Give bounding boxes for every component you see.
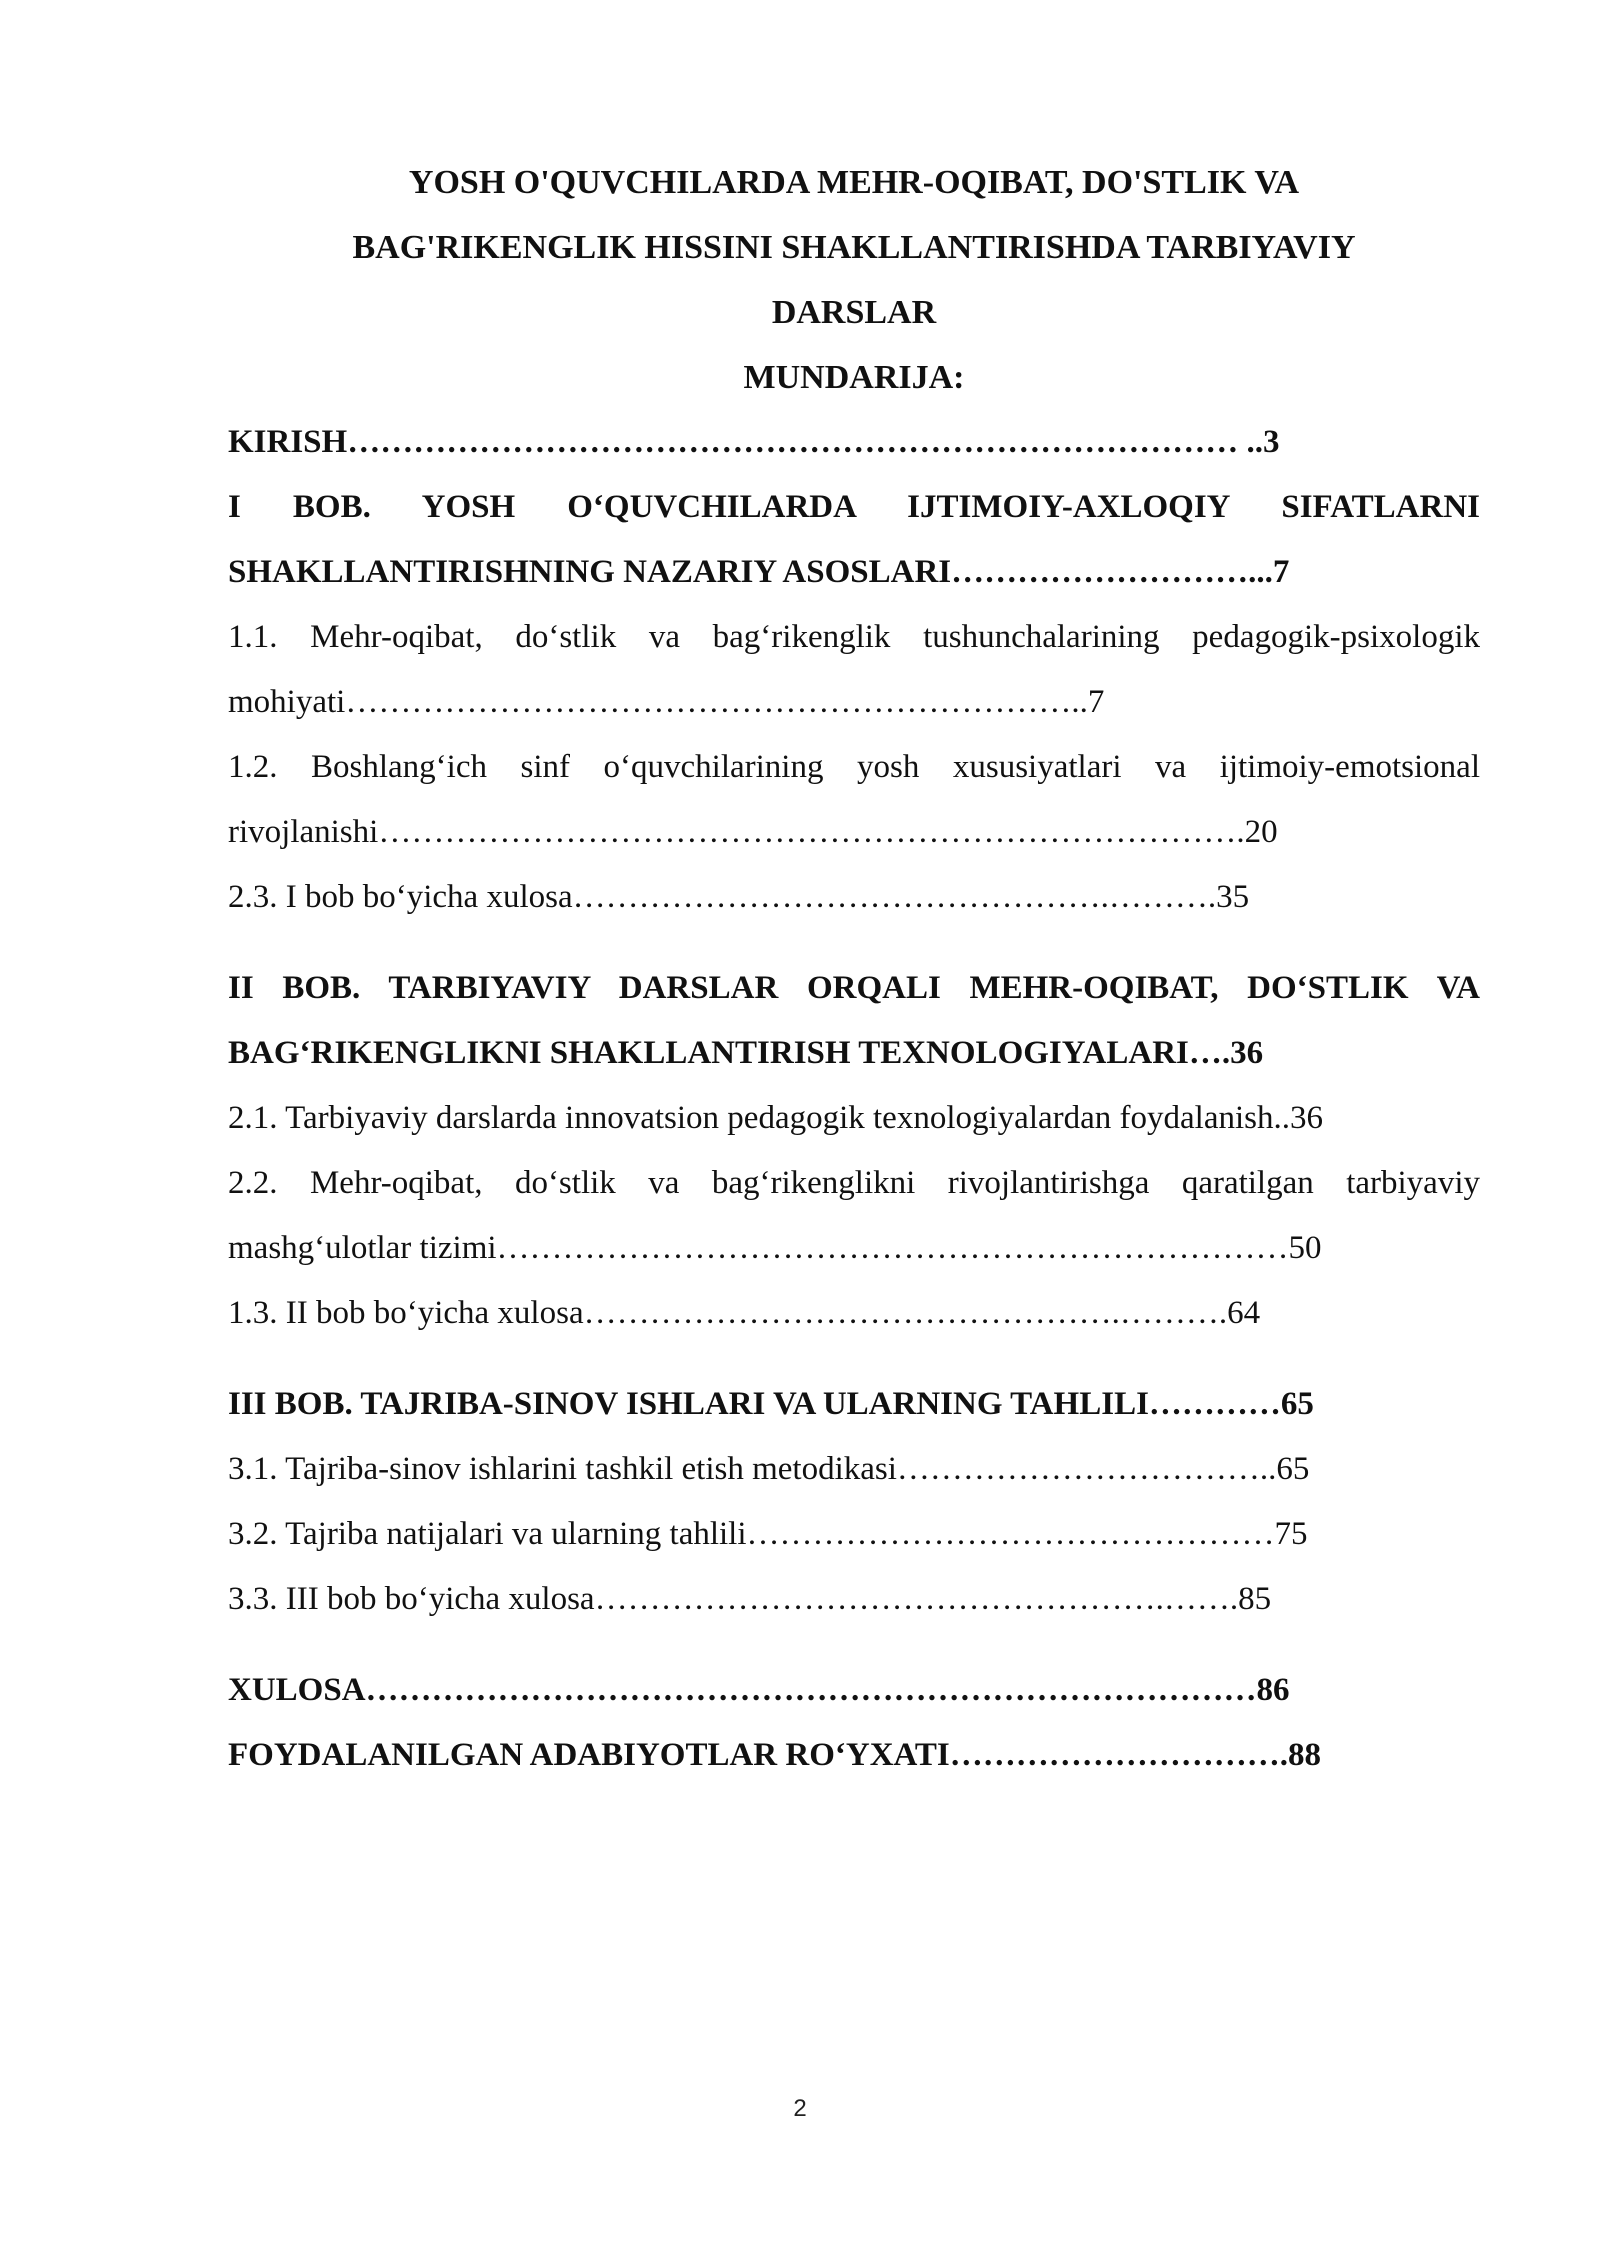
toc-entry-conclusion: XULOSA………………………………………………………………………86 — [228, 1672, 1290, 1708]
document-title-line-1: YOSH O'QUVCHILARDA MEHR-OQIBAT, DO'STLIK VA — [408, 164, 1300, 201]
toc-entry-section-3-1: 3.1. Tajriba-sinov ishlarini tashkil etish metodikasi……………………………..65 — [228, 1451, 1310, 1487]
toc-entry-section-2-1: 2.1. Tarbiyaviy darslarda innovatsion pedagogik texnologiyalardan foydalanish..36 — [228, 1100, 1323, 1136]
document-title-line-3: DARSLAR — [771, 294, 937, 331]
toc-entry-chapter-3-conclusion: 3.3. III bob bo‘yicha xulosa…………………………………………….…….85 — [228, 1581, 1272, 1617]
toc-entry-chapter-2-conclusion: 1.3. II bob bo‘yicha xulosa………………………………………….……….64 — [228, 1295, 1261, 1331]
contents-heading: MUNDARIJA: — [743, 359, 965, 396]
toc-entry-references: FOYDALANILGAN ADABIYOTLAR RO‘YXATI………………………….88 — [228, 1737, 1322, 1773]
toc-entry-section-3-2: 3.2. Tajriba natijalari va ularning tahlili…………………………………………75 — [228, 1516, 1308, 1552]
toc-entry-introduction: KIRISH……………………………………………………………………… ..3 — [228, 424, 1280, 460]
toc-entry-chapter-1: I BOB. YOSH O‘QUVCHILARDA IJTIMOIY-AXLOQIY SIFATLARNI SHAKLLANTIRISHNING NAZARIY ASOSLARI………………………...7 — [228, 489, 1480, 590]
toc-entry-section-1-2: 1.2. Boshlang‘ich sinf o‘quvchilarining yosh xususiyatlari va ijtimoiy-emotsional rivojlanishi…………………………………………………………………….20 — [228, 749, 1480, 850]
toc-entry-chapter-2: II BOB. TARBIYAVIY DARSLAR ORQALI MEHR-OQIBAT, DO‘STLIK VA BAG‘RIKENGLIKNI SHAKLLANTIRISH TEXNOLOGIYALARI….36 — [228, 970, 1480, 1071]
toc-entry-chapter-3: III BOB. TAJRIBA-SINOV ISHLARI VA ULARNING TAHLILI…………65 — [228, 1386, 1314, 1422]
document-page — [228, 150, 1480, 1788]
page-number: 2 — [793, 2095, 807, 2122]
toc-entry-section-1-1: 1.1. Mehr-oqibat, do‘stlik va bag‘rikenglik tushunchalarining pedagogik-psixologik mohiyati…………………………………………………………..7 — [228, 619, 1480, 720]
toc-entry-section-2-2: 2.2. Mehr-oqibat, do‘stlik va bag‘rikenglikni rivojlantirishga qaratilgan tarbiyaviy mashg‘ulotlar tizimi………………………………………………………………50 — [228, 1165, 1480, 1266]
toc-entry-chapter-1-conclusion: 2.3. I bob bo‘yicha xulosa………………………………………….……….35 — [228, 879, 1250, 915]
document-title-line-2: BAG'RIKENGLIK HISSINI SHAKLLANTIRISHDA TARBIYAVIY — [352, 229, 1356, 266]
table-of-contents — [228, 410, 1480, 1788]
